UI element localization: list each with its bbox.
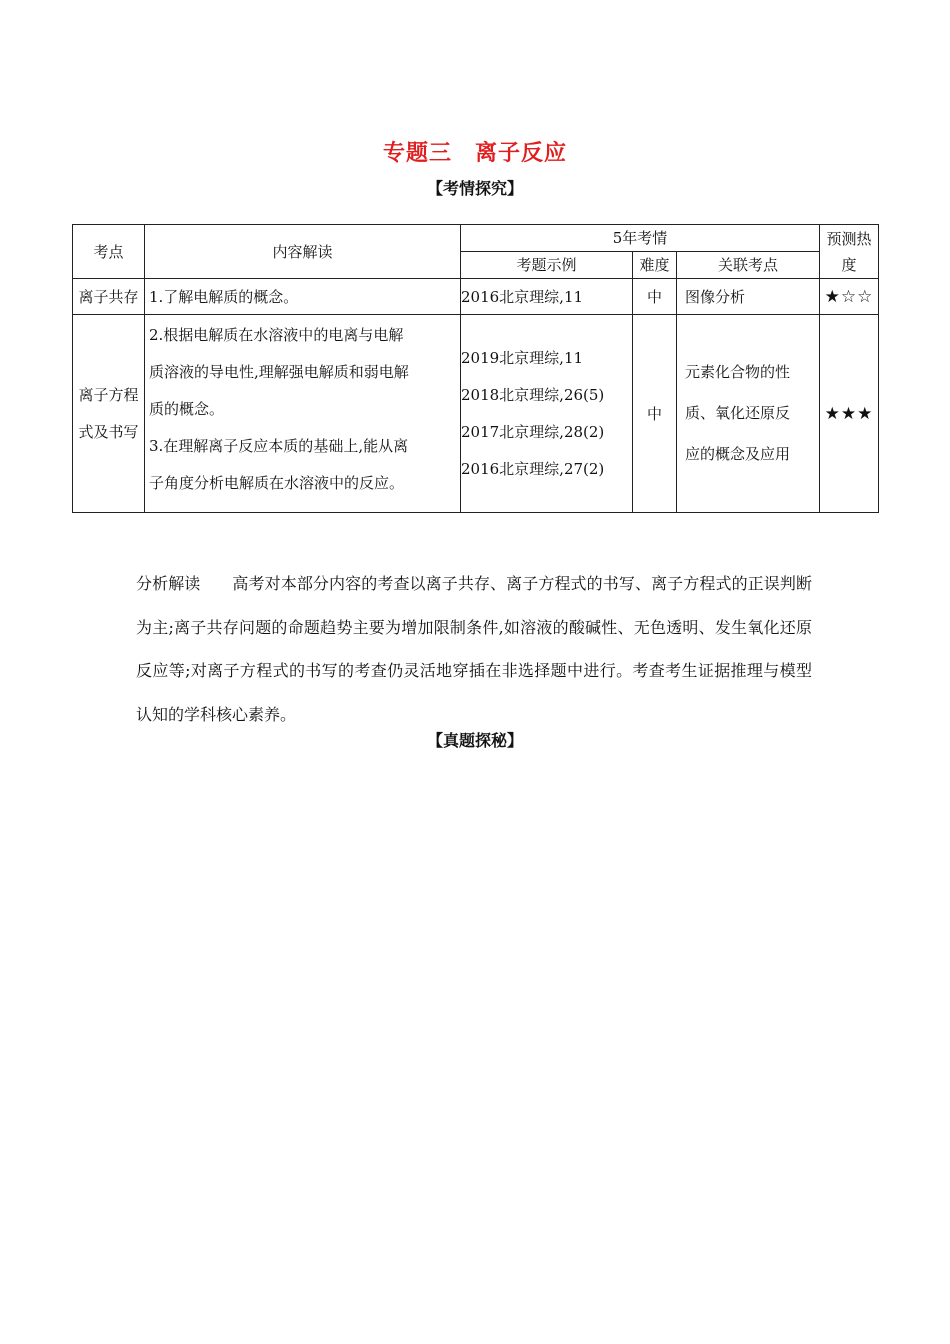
table-row — [73, 279, 879, 315]
example-line: 2016北京理综,27(2) — [461, 459, 605, 478]
section-heading-real-questions: 【真题探秘】 — [426, 731, 523, 750]
cell-kaodian-text: 离子方程式及书写 — [78, 385, 139, 441]
example-line: 2019北京理综,11 — [461, 348, 584, 367]
example-line: 2018北京理综,26(5) — [461, 385, 605, 404]
content-line: 子角度分析电解质在水溶液中的反应。 — [149, 474, 405, 492]
cell-example — [461, 315, 633, 513]
header-content: 内容解读 — [145, 225, 461, 279]
section-heading-exam-analysis: 【考情探究】 — [426, 179, 523, 198]
cell-kaodian: 离子共存 — [73, 279, 145, 315]
content-line: 质的概念。 — [149, 400, 225, 418]
related-line: 质、氧化还原反 — [685, 404, 791, 422]
header-kaodian: 考点 — [73, 225, 145, 279]
page-title: 专题三 离子反应 — [382, 141, 567, 166]
exam-analysis-table — [72, 224, 879, 513]
example-line: 2017北京理综,28(2) — [461, 422, 605, 441]
cell-content — [145, 315, 461, 513]
header-heat: 预测热度 — [820, 225, 879, 279]
table-row — [73, 315, 879, 513]
cell-difficulty: 中 — [633, 279, 677, 315]
related-line: 元素化合物的性 — [685, 363, 791, 381]
analysis-paragraph — [136, 562, 812, 736]
analysis-text: 高考对本部分内容的考查以离子共存、离子方程式的书写、离子方程式的正误判断为主;离子共存问题的命题趋势主要为增加限制条件,如溶液的酸碱性、无色透明、发生氧化还原反应等;对离子方程式的书写的考查仍灵活地穿插在非选择题中进行。考查考生证据推理与模型认知的学科核心素养。 — [136, 574, 812, 724]
cell-heat: ★★★ — [820, 315, 879, 513]
header-related: 关联考点 — [677, 252, 820, 279]
cell-content: 1.了解电解质的概念。 — [145, 279, 461, 315]
analysis-label: 分析解读 — [136, 574, 201, 593]
cell-example: 2016北京理综,11 — [461, 279, 633, 315]
cell-related: 图像分析 — [677, 279, 820, 315]
content-line: 2.根据电解质在水溶液中的电离与电解 — [149, 326, 404, 344]
content-line: 质溶液的导电性,理解强电解质和弱电解 — [149, 363, 409, 381]
content-line: 3.在理解离子反应本质的基础上,能从离 — [149, 437, 409, 455]
cell-difficulty: 中 — [633, 315, 677, 513]
cell-kaodian — [73, 315, 145, 513]
related-line: 应的概念及应用 — [685, 445, 791, 463]
cell-related — [677, 315, 820, 513]
table-header-row — [73, 225, 879, 252]
header-example: 考题示例 — [461, 252, 633, 279]
header-difficulty: 难度 — [633, 252, 677, 279]
header-five-year: 5年考情 — [461, 225, 820, 252]
cell-heat: ★☆☆ — [820, 279, 879, 315]
